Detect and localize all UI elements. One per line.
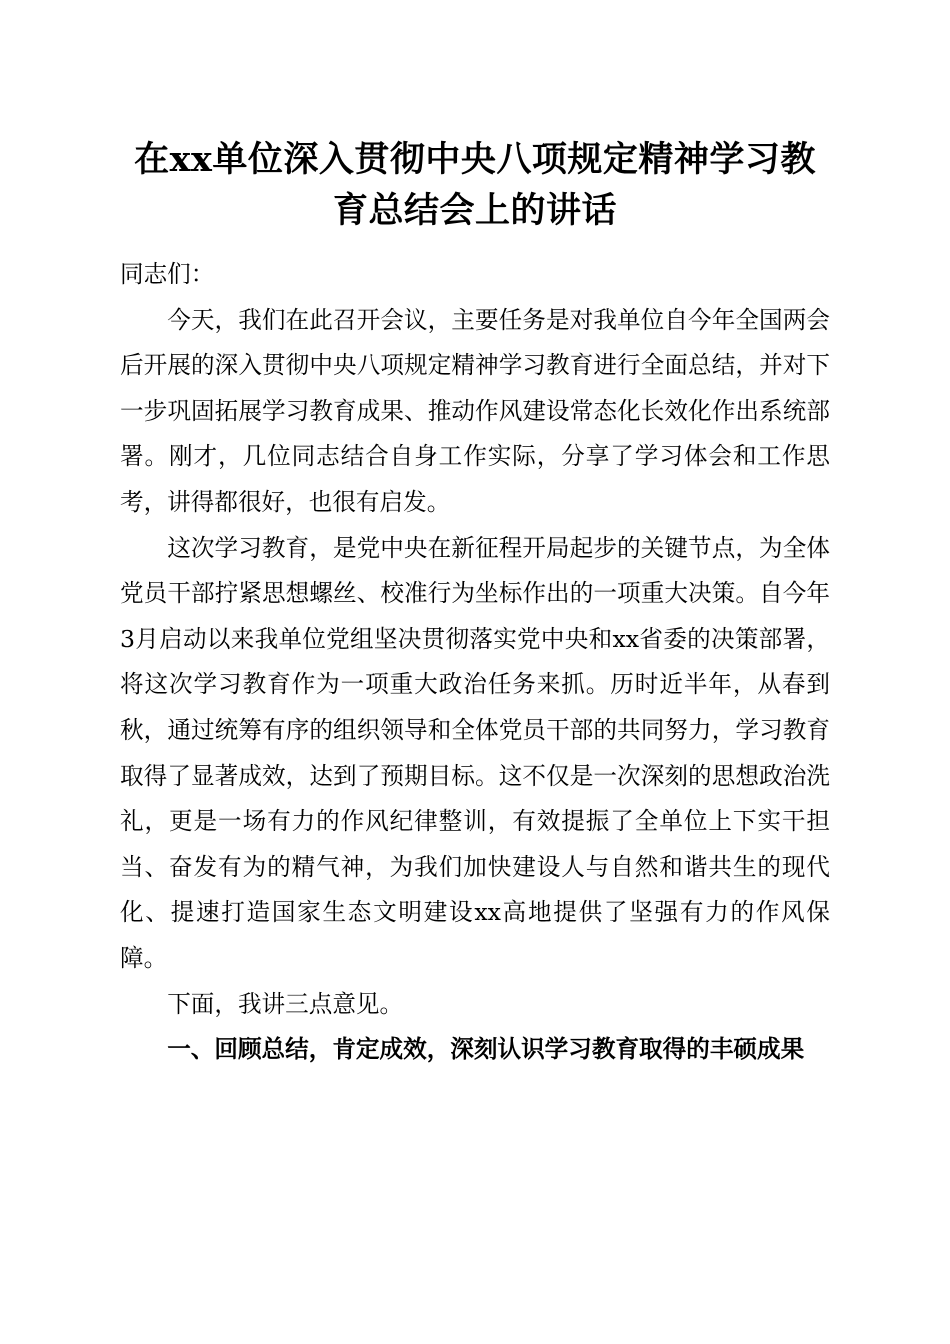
salutation: 同志们： (120, 260, 215, 288)
paragraph-background: 这次学习教育，是党中央在新征程开局起步的关键节点，为全体党员干部拧紧思想螺丝、校准行为坐标作出的一项重大决策。自今年3月启动以来我单位党组坚决贯彻落实党中央和xx省委的决策部署，将这次学习教育作为一项重大政治任务来抓。历时近半年，从春到秋，通过统筹有序的组织领导和全体党员干部的共同努力，学习教育取得了显著成效，达到了预期目标。这不仅是一次深刻的思想政治洗礼，更是一场有力的作风纪律整训，有效提振了全单位上下实干担当、奋发有为的精气神，为我们加快建设人与自然和谐共生的现代化、提速打造国家生态文明建设xx高地提供了坚强有力的作风保障。 (120, 533, 830, 972)
document-body (120, 252, 830, 1073)
paragraph-opening: 今天，我们在此召开会议，主要任务是对我单位自今年全国两会后开展的深入贯彻中央八项规定精神学习教育进行全面总结，并对下一步巩固拓展学习教育成果、推动作风建设常态化长效化作出系统部署。刚才，几位同志结合自身工作实际，分享了学习体会和工作思考，讲得都很好，也很有启发。 (120, 305, 830, 516)
paragraph-transition: 下面，我讲三点意见。 (167, 989, 404, 1018)
section-heading: 一、回顾总结，肯定成效，深刻认识学习教育取得的丰硕成果 (167, 1035, 805, 1064)
document-title: 在xx单位深入贯彻中央八项规定精神学习教育总结会上的讲话 (134, 139, 816, 231)
